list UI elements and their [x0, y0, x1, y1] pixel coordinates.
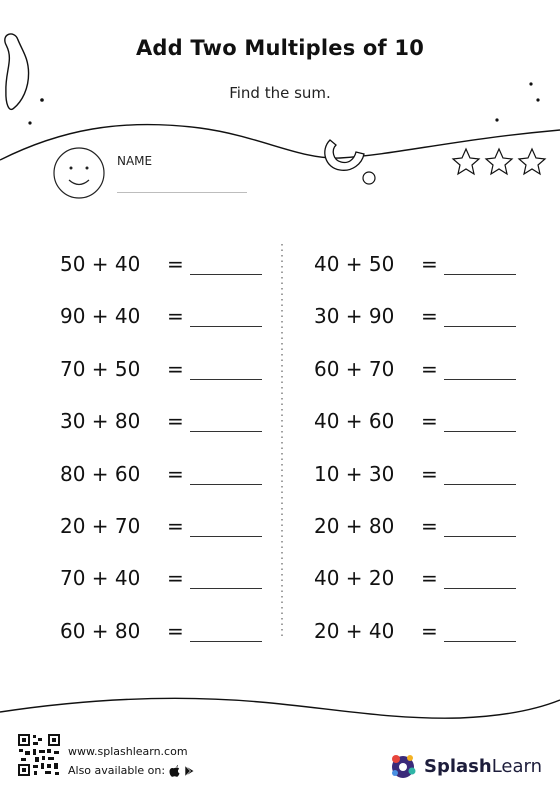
- problem-row: [60, 290, 310, 342]
- problem-expression: 40 + 20: [314, 566, 395, 591]
- problem-row: [60, 395, 310, 447]
- problem-expression: 20 + 80: [314, 513, 395, 538]
- problem-row: [314, 343, 560, 395]
- problem-expression: 20 + 40: [314, 618, 395, 643]
- problems-left-column: [60, 238, 310, 657]
- equals-sign: =: [167, 304, 184, 329]
- problem-row: [60, 343, 310, 395]
- brand-name-bold: Splash: [424, 755, 492, 777]
- splashlearn-logo-icon: [388, 751, 418, 781]
- problem-row: [60, 605, 310, 657]
- answer-blank[interactable]: [190, 379, 262, 380]
- problem-expression: 40 + 60: [314, 409, 395, 434]
- play-store-icon[interactable]: [184, 765, 195, 777]
- problem-row: [60, 448, 310, 500]
- name-field[interactable]: [117, 192, 247, 193]
- brand-name: [424, 756, 542, 777]
- problem-expression: 60 + 80: [60, 618, 141, 643]
- equals-sign: =: [167, 356, 184, 381]
- answer-blank[interactable]: [444, 536, 516, 537]
- problem-row: [314, 448, 560, 500]
- equals-sign: =: [421, 252, 438, 276]
- equals-sign: =: [421, 356, 438, 381]
- qr-code-icon[interactable]: [17, 733, 61, 777]
- answer-blank[interactable]: [444, 431, 516, 432]
- answer-blank[interactable]: [190, 274, 262, 275]
- answer-blank[interactable]: [190, 588, 262, 589]
- answer-blank[interactable]: [444, 588, 516, 589]
- problem-expression: 30 + 90: [314, 304, 395, 329]
- answer-blank[interactable]: [444, 484, 516, 485]
- problem-expression: 70 + 40: [60, 566, 141, 591]
- website-url[interactable]: www.splashlearn.com: [68, 745, 188, 758]
- brand-name-rest: Learn: [491, 755, 543, 777]
- problem-row: [314, 500, 560, 552]
- available-on: [68, 764, 195, 777]
- instruction-text: Find the sum.: [229, 84, 331, 102]
- answer-blank[interactable]: [190, 536, 262, 537]
- equals-sign: =: [421, 461, 438, 486]
- header-wave: [0, 125, 560, 160]
- equals-sign: =: [421, 566, 438, 591]
- equals-sign: =: [421, 513, 438, 538]
- problem-row: [314, 605, 560, 657]
- answer-blank[interactable]: [190, 641, 262, 642]
- macaroni-icon: [325, 140, 364, 170]
- answer-blank[interactable]: [444, 326, 516, 327]
- equals-sign: =: [167, 252, 184, 276]
- problem-expression: 90 + 40: [60, 304, 141, 329]
- problem-row: [314, 395, 560, 447]
- equals-sign: =: [167, 409, 184, 434]
- answer-blank[interactable]: [190, 326, 262, 327]
- problem-row: [314, 238, 560, 290]
- problems-right-column: [314, 238, 560, 657]
- problem-expression: 50 + 40: [60, 252, 141, 276]
- problem-row: [314, 290, 560, 342]
- problem-expression: 10 + 30: [314, 461, 395, 486]
- problem-row: [60, 500, 310, 552]
- equals-sign: =: [421, 409, 438, 434]
- problem-expression: 70 + 50: [60, 356, 141, 381]
- equals-sign: =: [167, 566, 184, 591]
- problem-row: [314, 552, 560, 604]
- problem-row: [60, 238, 310, 290]
- footer-wave: [0, 698, 560, 718]
- answer-blank[interactable]: [444, 641, 516, 642]
- problem-expression: 40 + 50: [314, 252, 395, 276]
- apple-icon[interactable]: [169, 765, 180, 777]
- equals-sign: =: [421, 304, 438, 329]
- page-title: Add Two Multiples of 10: [135, 36, 425, 60]
- smiley-face-icon: [54, 148, 104, 198]
- problem-expression: 20 + 70: [60, 513, 141, 538]
- equals-sign: =: [167, 461, 184, 486]
- star-icon: [453, 149, 545, 174]
- answer-blank[interactable]: [190, 431, 262, 432]
- available-on-label: Also available on:: [68, 764, 166, 777]
- equals-sign: =: [421, 618, 438, 643]
- problem-expression: 30 + 80: [60, 409, 141, 434]
- answer-blank[interactable]: [444, 379, 516, 380]
- splashlearn-brand: [388, 751, 542, 781]
- name-label: NAME: [117, 154, 153, 168]
- problem-row: [60, 552, 310, 604]
- answer-blank[interactable]: [444, 274, 516, 275]
- equals-sign: =: [167, 513, 184, 538]
- equals-sign: =: [167, 618, 184, 643]
- problem-expression: 80 + 60: [60, 461, 141, 486]
- problem-expression: 60 + 70: [314, 356, 395, 381]
- answer-blank[interactable]: [190, 484, 262, 485]
